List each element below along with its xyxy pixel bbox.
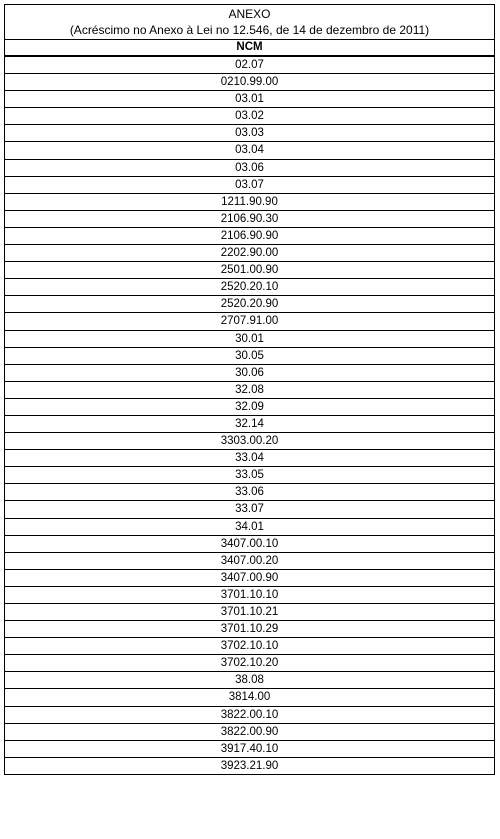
table-row: 03.06 [5,160,494,177]
annex-title: ANEXO [228,7,271,21]
ncm-rows [5,57,494,775]
table-row: 3702.10.20 [5,655,494,672]
table-row: 3923.21.90 [5,758,494,775]
table-row: 2520.20.10 [5,279,494,296]
table-row: 3822.00.10 [5,707,494,724]
table-row: 33.06 [5,484,494,501]
table-row: 3702.10.10 [5,638,494,655]
table-row: 03.07 [5,177,494,194]
table-row: 3701.10.29 [5,621,494,638]
ncm-annex-table [4,4,495,775]
table-row: 3407.00.10 [5,536,494,553]
table-row: 2520.20.90 [5,296,494,313]
table-row: 1211.90.90 [5,194,494,211]
table-row: 2106.90.30 [5,211,494,228]
table-row: 3917.40.10 [5,741,494,758]
table-row: 0210.99.00 [5,74,494,91]
table-row: 3701.10.10 [5,587,494,604]
table-row: 2202.90.00 [5,245,494,262]
table-row: 2106.90.90 [5,228,494,245]
table-row: 3822.00.90 [5,724,494,741]
table-row: 32.14 [5,416,494,433]
table-row: 33.05 [5,467,494,484]
table-row: 33.07 [5,501,494,518]
table-row: 3814.00 [5,689,494,706]
table-row: 30.01 [5,331,494,348]
table-row: 02.07 [5,57,494,74]
table-row: 3701.10.21 [5,604,494,621]
table-row: 30.05 [5,348,494,365]
table-row: 03.04 [5,142,494,159]
table-row: 03.02 [5,108,494,125]
table-row: 34.01 [5,519,494,536]
table-row: 30.06 [5,365,494,382]
table-row: 38.08 [5,672,494,689]
table-row: 03.01 [5,91,494,108]
table-row: 3407.00.90 [5,570,494,587]
table-row: 32.09 [5,399,494,416]
table-row: 03.03 [5,125,494,142]
table-row: 2501.00.90 [5,262,494,279]
annex-header [5,5,494,57]
annex-subtitle: (Acréscimo no Anexo à Lei no 12.546, de 14 de dezembro de 2011) [5,22,494,40]
table-row: 32.08 [5,382,494,399]
table-row: 2707.91.00 [5,313,494,330]
ncm-column-header: NCM [5,40,494,56]
table-row: 3407.00.20 [5,553,494,570]
table-row: 3303.00.20 [5,433,494,450]
table-row: 33.04 [5,450,494,467]
